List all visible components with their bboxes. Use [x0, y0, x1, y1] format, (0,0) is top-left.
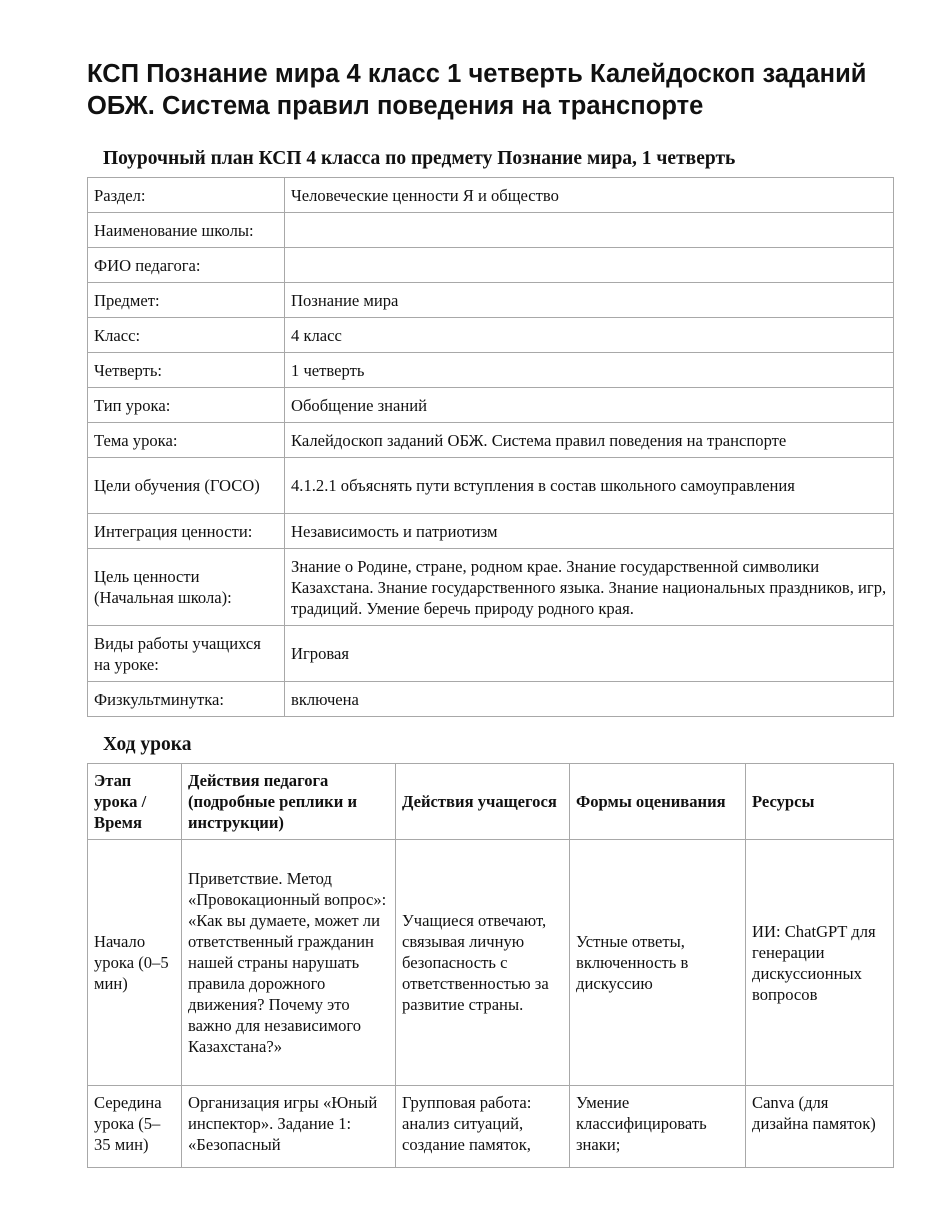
stage-cell: Середина урока (5–35 мин) [88, 1086, 182, 1168]
column-header: Формы оценивания [570, 764, 746, 840]
column-header: Действия педагога (подробные реплики и инструкции) [182, 764, 396, 840]
info-row-grade [88, 318, 894, 353]
document-title: КСП Познание мира 4 класс 1 четверть Калейдоскоп заданий ОБЖ. Система правил поведения на транспорте [87, 60, 867, 120]
column-header: Действия учащегося [396, 764, 570, 840]
student-actions-cell: Групповая работа: анализ ситуаций, создание памяток, [396, 1086, 570, 1168]
resources-cell: Canva (для дизайна памяток) [746, 1086, 894, 1168]
info-value: Знание о Родине, стране, родном крае. Знание государственной символики Казахстана. Знание государственного языка. Знание национальных праздников, игр, традиций. Умение беречь природу родного края. [285, 549, 894, 626]
assessment-cell: Устные ответы, включенность в дискуссию [570, 840, 746, 1086]
plan-heading: Поурочный план КСП 4 класса по предмету Познание мира, 1 четверть [103, 148, 736, 169]
info-row-value-goal [88, 549, 894, 626]
info-value: 1 четверть [285, 353, 894, 388]
info-row-section [88, 178, 894, 213]
lesson-info-table [87, 177, 894, 717]
assessment-cell: Умение классифицировать знаки; [570, 1086, 746, 1168]
column-header: Этап урока / Время [88, 764, 182, 840]
info-row-quarter [88, 353, 894, 388]
lesson-flow-table [87, 763, 894, 1168]
info-row-school [88, 213, 894, 248]
info-value: Познание мира [285, 283, 894, 318]
lesson-header-row [88, 764, 894, 840]
info-row-learning-goals [88, 458, 894, 514]
info-row-phys-break [88, 682, 894, 717]
info-value: Независимость и патриотизм [285, 514, 894, 549]
info-label: Тема урока: [88, 423, 285, 458]
info-label: ФИО педагога: [88, 248, 285, 283]
info-label: Тип урока: [88, 388, 285, 423]
info-label: Четверть: [88, 353, 285, 388]
info-row-teacher [88, 248, 894, 283]
info-label: Класс: [88, 318, 285, 353]
info-value: 4 класс [285, 318, 894, 353]
info-label: Интеграция ценности: [88, 514, 285, 549]
info-value: Человеческие ценности Я и общество [285, 178, 894, 213]
info-value [285, 213, 894, 248]
info-row-lesson-type [88, 388, 894, 423]
info-row-subject [88, 283, 894, 318]
teacher-actions-cell: Приветствие. Метод «Провокационный вопрос»: «Как вы думаете, может ли ответственный гражданин нашей страны нарушать правила дорожного движения? Почему это важно для независимого Казахстана?» [182, 840, 396, 1086]
stage-cell: Начало урока (0–5 мин) [88, 840, 182, 1086]
info-value: Калейдоскоп заданий ОБЖ. Система правил поведения на транспорте [285, 423, 894, 458]
info-row-lesson-topic [88, 423, 894, 458]
info-label: Предмет: [88, 283, 285, 318]
info-value: Обобщение знаний [285, 388, 894, 423]
table-row [88, 840, 894, 1086]
info-label: Раздел: [88, 178, 285, 213]
table-row [88, 1086, 894, 1168]
student-actions-cell: Учащиеся отвечают, связывая личную безопасность с ответственностью за развитие страны. [396, 840, 570, 1086]
info-row-work-types [88, 626, 894, 682]
info-value: 4.1.2.1 объяснять пути вступления в состав школьного самоуправления [285, 458, 894, 514]
info-label: Цели обучения (ГОСО) [88, 458, 285, 514]
column-header: Ресурсы [746, 764, 894, 840]
info-row-value-integration [88, 514, 894, 549]
lesson-heading: Ход урока [103, 734, 192, 755]
teacher-actions-cell: Организация игры «Юный инспектор». Задание 1: «Безопасный [182, 1086, 396, 1168]
info-value [285, 248, 894, 283]
info-value: включена [285, 682, 894, 717]
info-label: Виды работы учащихся на уроке: [88, 626, 285, 682]
resources-cell: ИИ: ChatGPT для генерации дискуссионных вопросов [746, 840, 894, 1086]
info-value: Игровая [285, 626, 894, 682]
info-label: Цель ценности (Начальная школа): [88, 549, 285, 626]
info-label: Физкультминутка: [88, 682, 285, 717]
document-page [87, 58, 893, 1168]
info-label: Наименование школы: [88, 213, 285, 248]
